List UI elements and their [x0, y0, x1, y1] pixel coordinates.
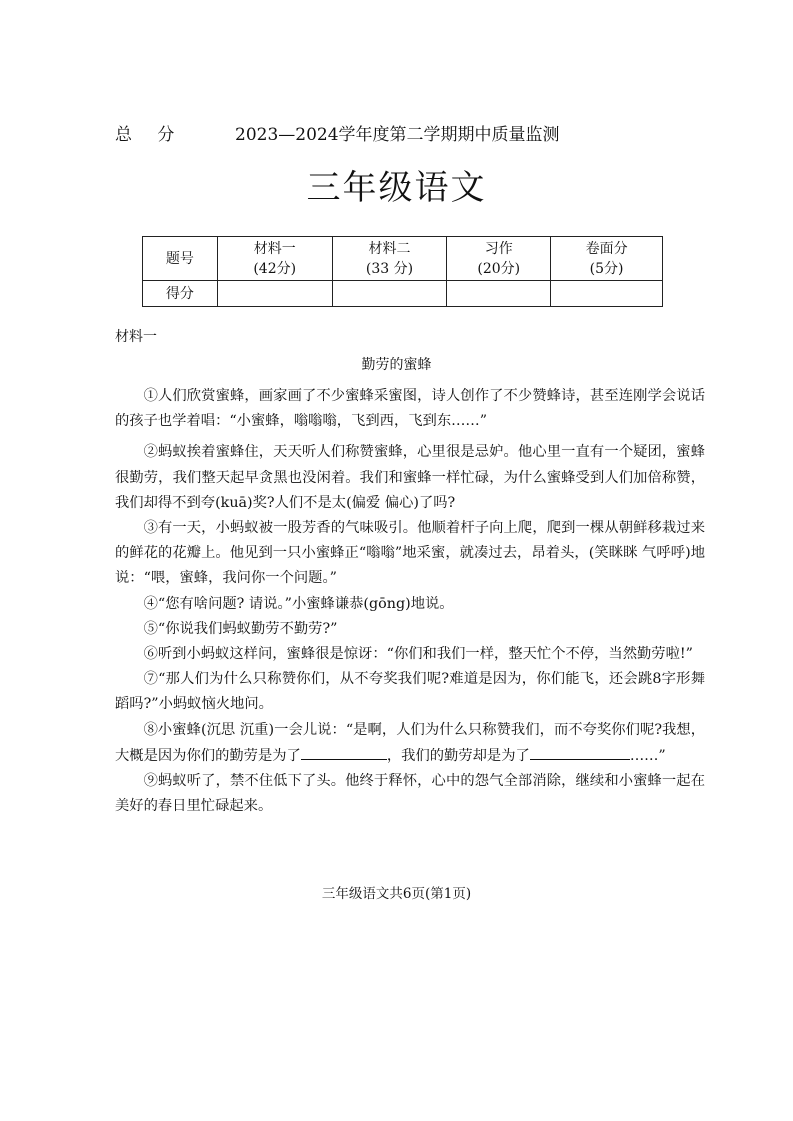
- column-header-cell: 习作 (20分): [447, 237, 551, 281]
- story-title: 勤劳的蜜蜂: [361, 357, 432, 373]
- paragraph: ①人们欣赏蜜蜂，画家画了不少蜜蜂采蜜图，诗人创作了不少赞蜂诗，甚至连刚学会说话的孩子也学着唱：“小蜜蜂，嗡嗡嗡，飞到西，飞到东……”: [115, 388, 705, 430]
- score-table: [142, 236, 663, 307]
- fill-blank-2[interactable]: [530, 743, 630, 760]
- story-body: [115, 384, 705, 819]
- paragraph: ④“您有啥问题? 请说。”小蜜蜂谦恭(gōng)地说。: [143, 595, 454, 612]
- paragraph: ②蚂蚁挨着蜜蜂住，天天听人们称赞蜜蜂，心里很是忌妒。他心里一直有一个疑团，蜜蜂很勤劳，我们整天起早贪黑也没闲着。我们和蜜蜂一样忙碌，为什么蜜蜂受到人们加倍称赞，我们却得不到夸(kuā)奖?人们不是太(偏爱 偏心)了吗?: [115, 444, 705, 511]
- page-footer: 三年级语文共6页(第1页): [321, 886, 472, 902]
- score-input-cell[interactable]: [217, 281, 332, 307]
- score-input-cell[interactable]: [447, 281, 551, 307]
- column-header-cell: 材料一 (42分): [217, 237, 332, 281]
- score-input-cell[interactable]: [332, 281, 447, 307]
- total-score-label: 总 分: [115, 125, 185, 145]
- score-row-label: 得分: [143, 281, 218, 307]
- fill-blank-1[interactable]: [301, 743, 387, 760]
- row-header-cell: 题号: [143, 237, 218, 281]
- paragraph: ⑦“那人们为什么只称赞你们，从不夸奖我们呢?难道是因为，你们能飞，还会跳8字形舞蹈吗?”小蚂蚁恼火地问。: [115, 671, 705, 713]
- section-label: 材料一: [115, 329, 157, 345]
- score-input-cell[interactable]: [551, 281, 663, 307]
- column-header-cell: 材料二 (33 分): [332, 237, 447, 281]
- paragraph: ⑤“你说我们蚂蚁勤劳不勤劳?”: [143, 620, 338, 637]
- paragraph: ⑨蚂蚁听了，禁不住低下了头。他终于释怀，心中的怨气全部消除，继续和小蜜蜂一起在美好的春日里忙碌起来。: [115, 773, 705, 815]
- column-header-cell: 卷面分 (5分): [551, 237, 663, 281]
- score-table-score-row: [143, 281, 663, 307]
- exam-title: 2023—2024学年度第二学期期中质量监测: [235, 125, 560, 145]
- paragraph: ③有一天，小蚂蚁被一股芳香的气味吸引。他顺着杆子向上爬，爬到一棵从朝鲜移栽过来的鲜花的花瓣上。他见到一只小蜜蜂正“嗡嗡”地采蜜，就凑过去，昂着头，(笑眯眯 气呼呼)地说：“喂，蜜蜂，我问你一个问题。”: [115, 520, 705, 587]
- paragraph: ⑥听到小蚂蚁这样问，蜜蜂很是惊讶：“你们和我们一样，整天忙个不停，当然勤劳啦!”: [143, 646, 693, 663]
- grade-subject-title: 三年级语文: [306, 168, 487, 208]
- header-line: [115, 120, 715, 145]
- score-table-header-row: [143, 237, 663, 281]
- paragraph-with-blanks: ⑧小蜜蜂(沉思 沉重)一会儿说：“是啊，人们为什么只称赞我们，而不夸奖你们呢?我想，大概是因为你们的勤劳是为了 ，我们的勤劳却是为了 ……”: [115, 721, 705, 764]
